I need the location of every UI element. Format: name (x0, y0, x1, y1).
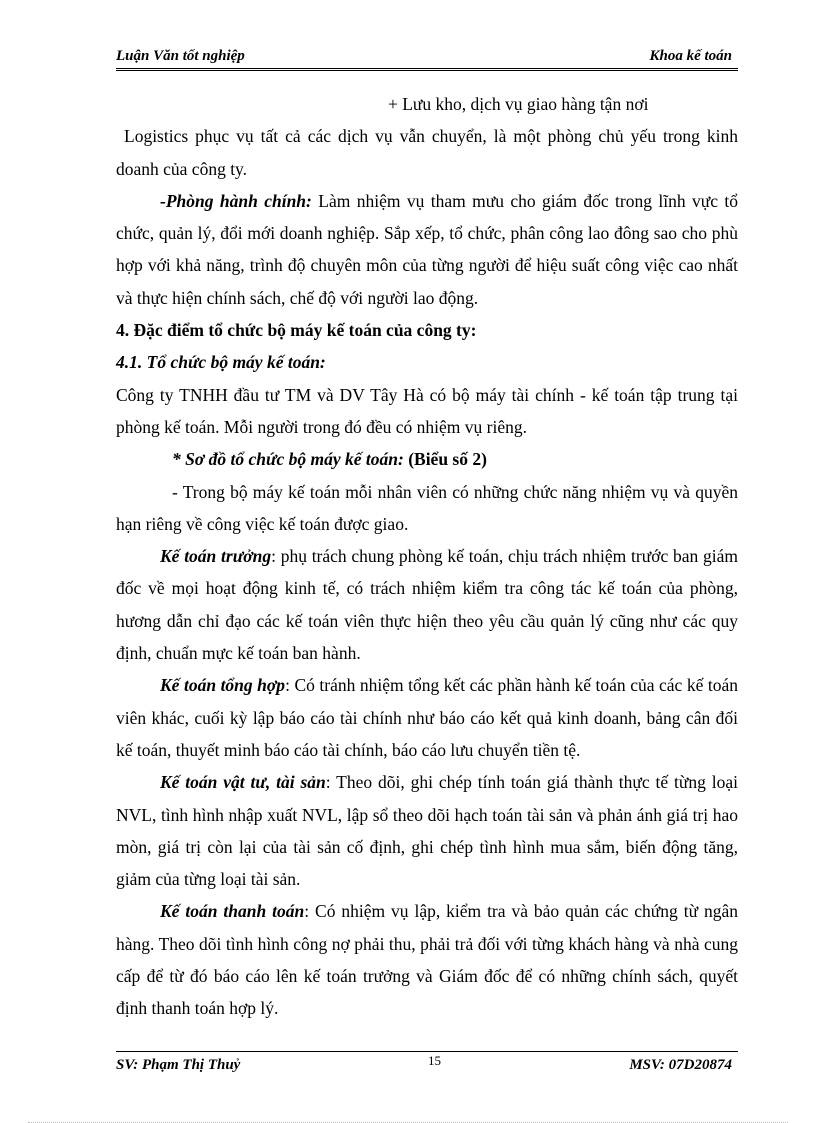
footer-student-name: SV: Phạm Thị Thuỷ (116, 1057, 241, 1073)
page-footer (116, 1055, 732, 1075)
paragraph-ke-toan-truong (116, 540, 738, 669)
footer-student-id: MSV: 07D20874 (629, 1057, 732, 1073)
section-heading-4-1: 4.1. Tổ chức bộ máy kế toán: (116, 352, 326, 373)
header-right-title: Khoa kế toán (649, 48, 732, 64)
paragraph-ke-toan-thanh-toan (116, 895, 738, 1024)
footer-rule (116, 1051, 738, 1052)
paragraph-phong-hanh-chinh (116, 185, 738, 314)
page-header (116, 48, 732, 68)
paragraph-bo-may: - Trong bộ máy kế toán mỗi nhân viên có những chức năng nhiệm vụ và quyền hạn riêng về công việc kế toán được giao. (116, 481, 738, 534)
paragraph-diagram-ref (116, 443, 738, 475)
label-ke-toan-thanh-toan: Kế toán thanh toán (160, 901, 305, 922)
header-rule (116, 68, 738, 71)
label-ke-toan-tong-hop: Kế toán tổng hợp (160, 675, 286, 696)
paragraph-ke-toan-tong-hop (116, 669, 738, 766)
text-phong-hanh-chinh: Làm nhiệm vụ tham mưu cho giám đốc trong lĩnh vực tổ chức, quản lý, đổi mới doanh nghiệp. Sắp xếp, tổ chức, phân công lao đông sao cho phù hợp với khả năng, trình độ chuyên môn của từng người để hiệu suất công việc cao nhất và thực hiện chính sách, chế độ với người lao động. (116, 190, 739, 308)
paragraph-ke-toan-vat-tu (116, 766, 738, 895)
text-ke-toan-thanh-toan: : Có nhiệm vụ lập, kiểm tra và bảo quản các chứng từ ngân hàng. Theo dõi tình hình công nợ phải thu, phải trả đối với từng khách hàng và nhà cung cấp để từ đó báo cáo lên kế toán trưởng và Giám đốc để có những chính sách, quyết định thanh toán hợp lý. (116, 901, 738, 1019)
diagram-ref: (Biểu số 2) (403, 449, 487, 470)
document-body (116, 88, 738, 1025)
page-number: 15 (428, 1053, 441, 1068)
text-ke-toan-tong-hop: : Có tránh nhiệm tổng kết các phần hành kế toán của các kế toán viên khác, cuối kỳ lập báo cáo tài chính như báo cáo kết quả kinh doanh, bảng cân đối kế toán, thuyết minh báo cáo tài chính, báo cáo lưu chuyển tiền tệ. (116, 675, 738, 760)
paragraph-luu-kho: + Lưu kho, dịch vụ giao hàng tận nơi (388, 94, 649, 114)
paragraph-cong-ty: Công ty TNHH đầu tư TM và DV Tây Hà có bộ máy tài chính - kế toán tập trung tại phòng kế toán. Mỗi người trong đó đều có nhiệm vụ riêng. (116, 384, 738, 437)
label-ke-toan-vat-tu: Kế toán vật tư, tài sản (160, 772, 326, 793)
section-heading-4: 4. Đặc điểm tổ chức bộ máy kế toán của công ty: (116, 320, 477, 341)
label-diagram: * Sơ đồ tổ chức bộ máy kế toán: (172, 449, 404, 470)
label-ke-toan-truong: Kế toán trưởng (160, 546, 272, 567)
header-left-title: Luận Văn tốt nghiệp (116, 48, 245, 64)
text-ke-toan-truong: : phụ trách chung phòng kế toán, chịu trách nhiệm trước ban giám đốc về mọi hoạt động kinh tế, có trách nhiệm kiểm tra công tác kế toán của phòng, hương dẫn chỉ đạo các kế toán viên thực hiện theo yêu cầu quản lý cũng như các quy định, chuẩn mực kế toán ban hành. (116, 546, 738, 664)
label-phong-hanh-chinh: -Phòng hành chính: (160, 190, 312, 211)
text-ke-toan-vat-tu: : Theo dõi, ghi chép tính toán giá thành thực tế từng loại NVL, tình hình nhập xuất NVL, lập sổ theo dõi hạch toán tài sản và phản ánh giá trị hao mòn, giá trị còn lại của tài sản cố định, ghi chép tình hình mua sắm, biến động tăng, giảm của từng loại tài sản. (116, 772, 738, 890)
paragraph-logistics: Logistics phục vụ tất cả các dịch vụ vẫn chuyển, là một phòng chủ yếu trong kinh doanh của công ty. (116, 126, 738, 179)
